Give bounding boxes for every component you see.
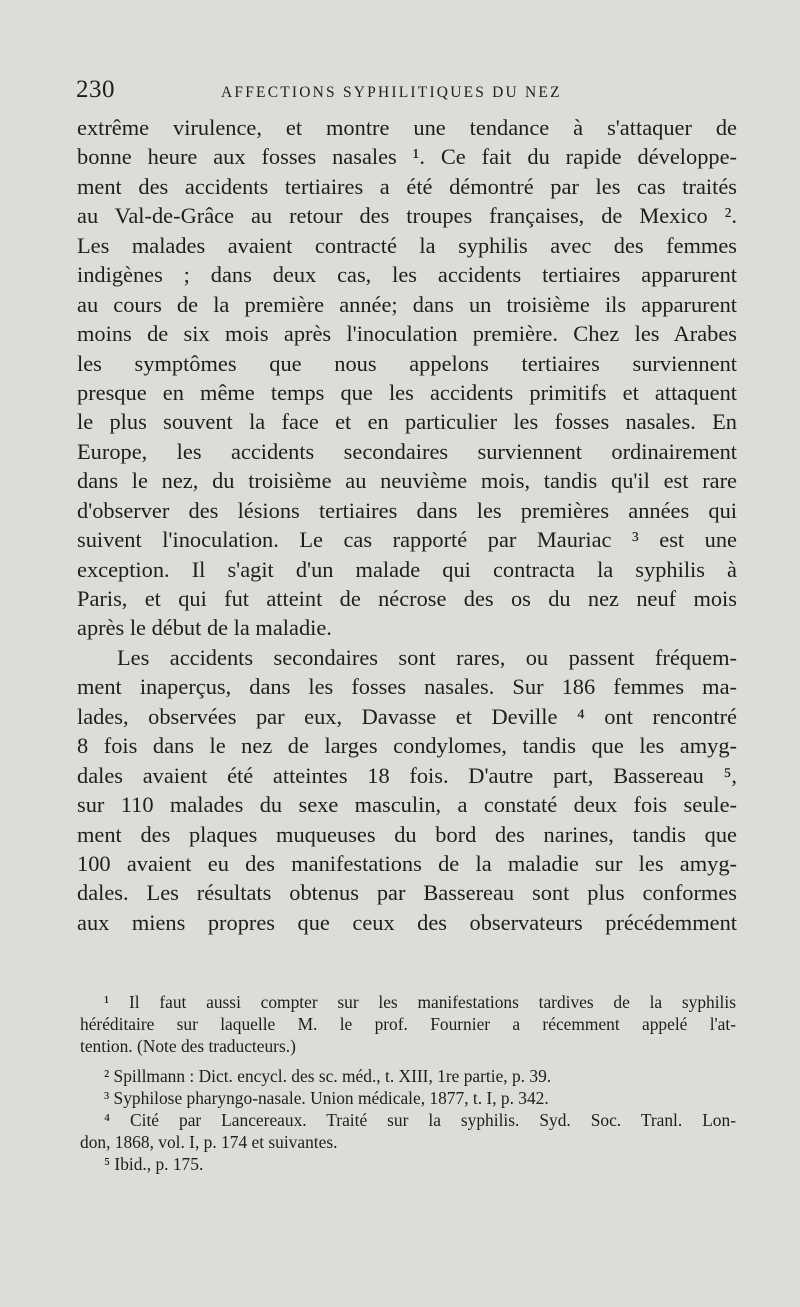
page-number: 230 (76, 76, 115, 103)
text-line: ment des plaques muqueuses du bord des narines, tandis que (77, 821, 737, 847)
text-line: Europe, les accidents secondaires surviennent ordinairement (77, 438, 737, 464)
text-line: Les malades avaient contracté la syphilis avec des femmes (77, 232, 737, 258)
footnote (80, 1109, 736, 1153)
text-line: au cours de la première année; dans un troisième ils apparurent (77, 291, 737, 317)
text-line: Paris, et qui fut atteint de nécrose des os du nez neuf mois (77, 586, 737, 611)
text-line: après le début de la maladie. (77, 615, 332, 641)
text-line: exception. Il s'agit d'un malade qui contracta la syphilis à (77, 556, 737, 582)
text-line: Les accidents secondaires sont rares, ou passent fréquem- (117, 644, 737, 670)
text-line: lades, observées par eux, Davasse et Deville ⁴ ont rencontré (77, 703, 737, 729)
text-line: le plus souvent la face et en particulier les fosses nasales. En (77, 409, 737, 435)
footnote-line: ¹ Il faut aussi compter sur les manifestations tardives de la syphilis (104, 992, 736, 1012)
footnotes (80, 991, 736, 1175)
running-title: AFFECTIONS SYPHILITIQUES DU NEZ (221, 84, 562, 101)
text-line: sur 110 malades du sexe masculin, a constaté deux fois seule- (77, 792, 737, 818)
text-line: 8 fois dans le nez de larges condylomes, tandis que les amyg- (77, 733, 737, 759)
text-line: moins de six mois après l'inoculation première. Chez les Arabes (77, 321, 737, 347)
footnote-line: tention. (Note des traducteurs.) (80, 1036, 296, 1056)
footnote-line: ⁴ Cité par Lancereaux. Traité sur la syphilis. Syd. Soc. Tranl. Lon- (104, 1110, 736, 1130)
text-line: les symptômes que nous appelons tertiaires surviennent (77, 350, 737, 376)
footnote (80, 991, 736, 1057)
text-line: indigènes ; dans deux cas, les accidents tertiaires apparurent (77, 262, 737, 288)
page-header (76, 76, 736, 106)
text-line: dales avaient été atteintes 18 fois. D'autre part, Bassereau ⁵, (77, 762, 737, 788)
footnote-line: héréditaire sur laquelle M. le prof. Fournier a récemment appelé l'at- (80, 1014, 736, 1034)
text-line: d'observer des lésions tertiaires dans les premières années qui (77, 497, 737, 523)
text-line: dales. Les résultats obtenus par Bassereau sont plus conformes (77, 880, 737, 906)
text-line: ment des accidents tertiaires a été démontré par les cas traités (77, 173, 737, 199)
text-line: presque en même temps que les accidents primitifs et attaquent (77, 379, 737, 405)
footnote (80, 1065, 736, 1087)
text-line: ment inaperçus, dans les fosses nasales. Sur 186 femmes ma- (77, 674, 737, 700)
footnote-line: don, 1868, vol. I, p. 174 et suivantes. (80, 1132, 338, 1152)
footnote (80, 1087, 736, 1109)
text-line: bonne heure aux fosses nasales ¹. Ce fait du rapide développe- (77, 144, 737, 170)
text-line: 100 avaient eu des manifestations de la maladie sur les amyg- (77, 850, 737, 876)
footnote-line: ² Spillmann : Dict. encycl. des sc. méd., t. XIII, 1re partie, p. 39. (104, 1066, 552, 1086)
text-line: extrême virulence, et montre une tendance à s'attaquer de (77, 115, 737, 140)
footnote-line: ⁵ Ibid., p. 175. (104, 1154, 204, 1174)
text-line: dans le nez, du troisième au neuvième mois, tandis qu'il est rare (77, 468, 737, 494)
footnote-line: ³ Syphilose pharyngo-nasale. Union médicale, 1877, t. I, p. 342. (104, 1088, 549, 1108)
text-line: au Val-de-Grâce au retour des troupes françaises, de Mexico ². (77, 203, 737, 229)
text-line: suivent l'inoculation. Le cas rapporté par Mauriac ³ est une (77, 527, 737, 553)
body-text (77, 113, 737, 937)
footnote (80, 1153, 736, 1175)
text-line: aux miens propres que ceux des observateurs précédemment (77, 909, 737, 935)
